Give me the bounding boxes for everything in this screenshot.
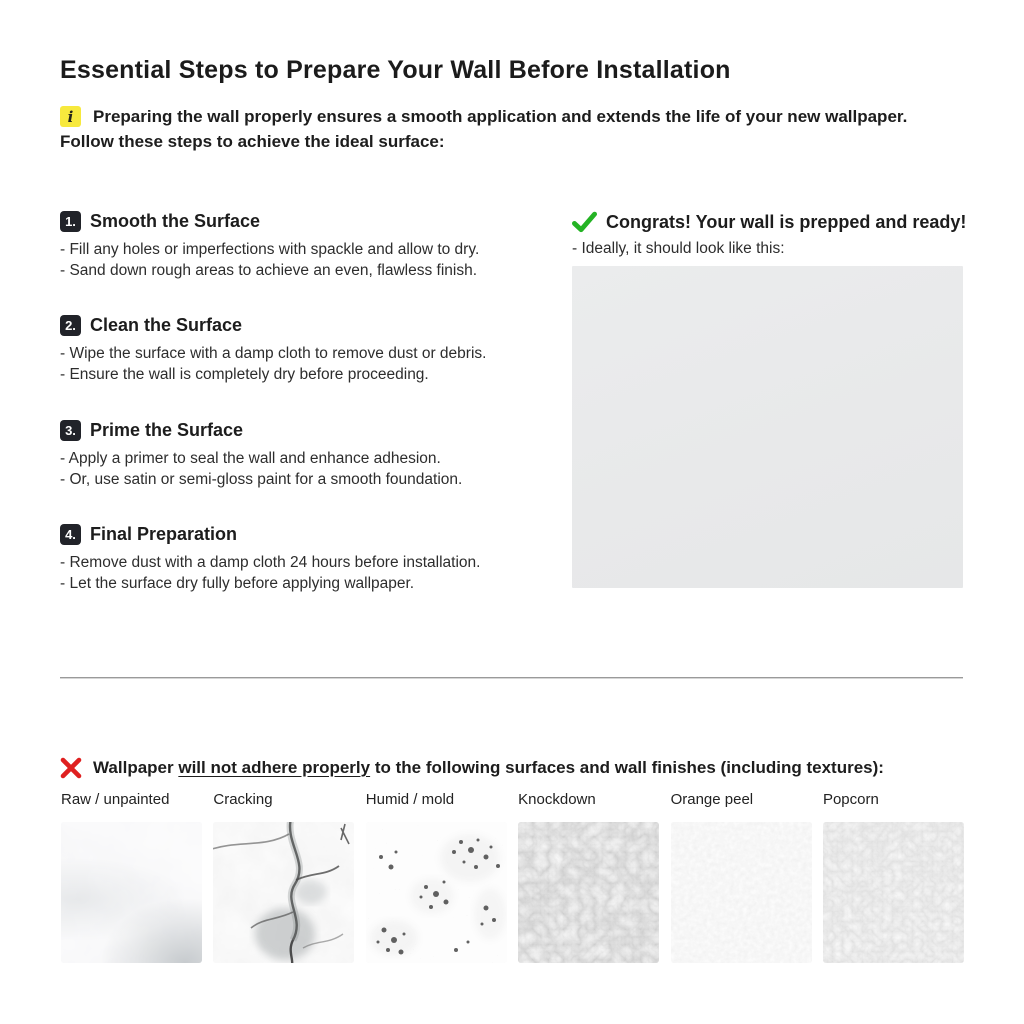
surface-texture-orange-peel xyxy=(671,822,812,963)
step-title: Smooth the Surface xyxy=(90,211,261,231)
surface-texture-cracking xyxy=(213,822,354,963)
page-title: Essential Steps to Prepare Your Wall Before Installation xyxy=(60,56,731,84)
step-bullet: - Fill any holes or imperfections with spackle and allow to dry. xyxy=(60,241,480,258)
step-item-4 xyxy=(60,524,530,594)
prepped-wall-image xyxy=(572,266,963,588)
warning-underlined-text: will not adhere properly xyxy=(178,758,371,777)
intro-note xyxy=(60,106,970,152)
step-item-3 xyxy=(60,420,530,490)
step-bullet: - Wipe the surface with a damp cloth to remove dust or debris. xyxy=(60,345,487,362)
result-subtitle: - Ideally, it should look like this: xyxy=(572,240,785,257)
warning-text: Wallpaper will not adhere properly to the following surfaces and wall finishes (including textures): xyxy=(93,758,884,777)
intro-text-line1: Preparing the wall properly ensures a smooth application and extends the life of your new wallpaper. xyxy=(93,106,908,126)
step-bullet: - Sand down rough areas to achieve an even, flawless finish. xyxy=(60,262,478,279)
check-icon xyxy=(572,211,597,233)
surface-texture-knockdown xyxy=(518,822,659,963)
surface-texture-popcorn xyxy=(823,822,964,963)
surface-item-orange-peel xyxy=(671,791,812,963)
surface-label: Orange peel xyxy=(670,791,754,808)
info-icon: i xyxy=(60,106,81,127)
surface-item-cracking xyxy=(213,791,354,963)
step-bullet: - Remove dust with a damp cloth 24 hours before installation. xyxy=(60,554,481,571)
step-number-badge: 4. xyxy=(60,524,81,545)
step-bullet: - Ensure the wall is completely dry before proceeding. xyxy=(60,366,429,383)
surface-label: Humid / mold xyxy=(365,791,455,808)
step-bullet: - Apply a primer to seal the wall and enhance adhesion. xyxy=(60,450,441,467)
step-title: Prime the Surface xyxy=(90,420,244,440)
result-title: Congrats! Your wall is prepped and ready! xyxy=(606,211,967,232)
x-icon xyxy=(60,757,82,779)
warning-note xyxy=(60,757,970,779)
step-number-badge: 2. xyxy=(60,315,81,336)
surface-item-knockdown xyxy=(518,791,659,963)
surface-texture-humid-mold xyxy=(366,822,507,963)
surface-grid xyxy=(61,791,964,963)
step-item-1 xyxy=(60,211,530,281)
surface-label: Knockdown xyxy=(518,791,596,808)
surface-item-humid-mold xyxy=(366,791,507,963)
step-number-badge: 3. xyxy=(60,420,81,441)
intro-text-line2: Follow these steps to achieve the ideal surface: xyxy=(60,132,445,151)
step-title: Final Preparation xyxy=(90,524,238,544)
step-item-2 xyxy=(60,315,530,385)
surface-item-popcorn xyxy=(823,791,964,963)
section-divider xyxy=(60,677,963,679)
step-bullet: - Let the surface dry fully before applying wallpaper. xyxy=(60,575,415,592)
surface-label: Popcorn xyxy=(822,791,879,808)
step-bullet: - Or, use satin or semi-gloss paint for a smooth foundation. xyxy=(60,471,463,488)
surface-texture-raw-unpainted xyxy=(61,822,202,963)
surface-label: Raw / unpainted xyxy=(61,791,170,808)
surface-item-raw-unpainted xyxy=(61,791,202,963)
step-title: Clean the Surface xyxy=(90,315,243,335)
step-number-badge: 1. xyxy=(60,211,81,232)
result-heading xyxy=(572,211,966,233)
surface-label: Cracking xyxy=(213,791,273,808)
